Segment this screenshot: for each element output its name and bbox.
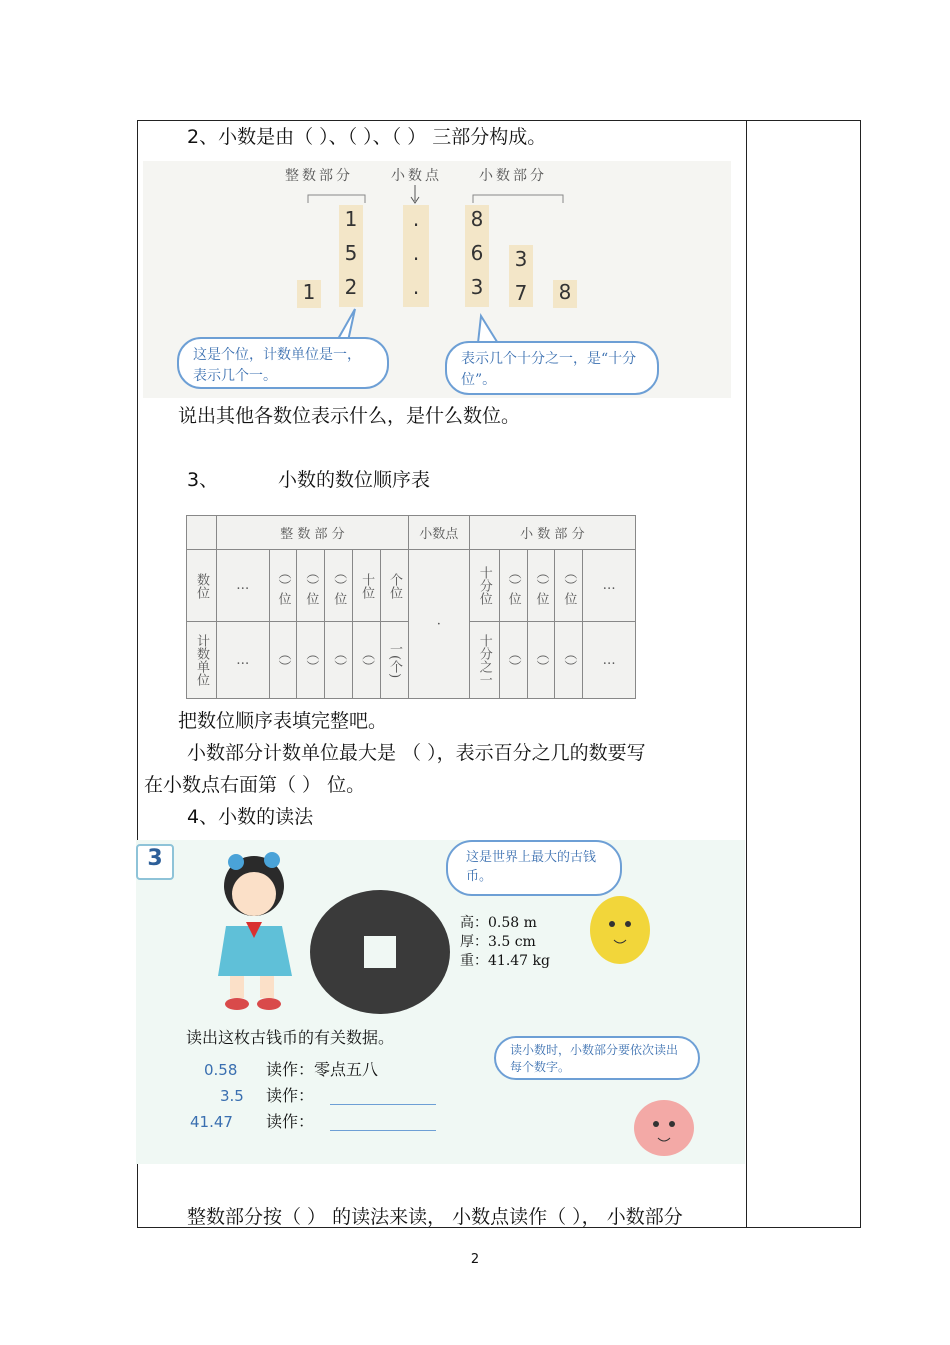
s2-title: 2、小数是由（ ）、（ ）、（ ） 三部分构成。 [187, 126, 547, 148]
coin-thickness: 厚：3.5 cm [460, 934, 536, 950]
header-point: 小数点 [408, 516, 469, 550]
s4-bottom: 整数部分按（ ） 的读法来读， 小数点读作（ ）， 小数部分 [187, 1206, 683, 1228]
column-divider [746, 120, 747, 1228]
dot: . [412, 207, 420, 231]
cell-blank[interactable]: （） [325, 622, 353, 699]
cap-point: 小数点 [391, 168, 442, 184]
cell-one: 一(个) [381, 622, 409, 699]
mascot-yellow [578, 884, 664, 974]
cell-tenth-unit: 十分之一 [469, 622, 499, 699]
row-label-position: 数位 [187, 550, 217, 622]
coin-icon [308, 888, 456, 1018]
cap-dec: 小数部分 [479, 168, 547, 184]
s3-num: 3、 [187, 469, 219, 491]
cell-blank-pos[interactable]: （）位 [297, 550, 325, 622]
cell-blank[interactable]: （） [555, 622, 583, 699]
cell-ellipsis: … [216, 622, 269, 699]
cell-tenths: 十分位 [469, 550, 499, 622]
cell-blank-pos[interactable]: （）位 [325, 550, 353, 622]
thousandths-cell: 8 [553, 280, 577, 308]
digit: 3 [470, 275, 484, 299]
cell-ellipsis: … [583, 550, 636, 622]
cell-blank[interactable]: （） [527, 622, 555, 699]
cell-dot: · [408, 550, 469, 699]
answer-line[interactable] [330, 1104, 436, 1105]
cell-blank[interactable]: （） [499, 622, 527, 699]
s2-question: 说出其他各数位表示什么，是什么数位。 [178, 405, 521, 427]
r2-number: 3.5 [220, 1087, 244, 1105]
coin-weight: 重：41.47 kg [460, 953, 550, 969]
cell-blank-pos[interactable]: （）位 [499, 550, 527, 622]
cell-blank-pos[interactable]: （）位 [555, 550, 583, 622]
place-value-table [186, 515, 636, 699]
s4-title: 4、小数的读法 [187, 806, 314, 828]
cell-tens: 十位 [353, 550, 381, 622]
example-badge: 3 [136, 844, 174, 880]
digit: 8 [470, 207, 484, 231]
cell-blank[interactable]: （） [353, 622, 381, 699]
r1-number: 0.58 [204, 1061, 238, 1079]
r3-reading: 读作： [266, 1112, 315, 1131]
decimal-parts-figure [143, 161, 731, 398]
dot: . [412, 275, 420, 299]
mascot-pink [622, 1090, 718, 1164]
digit: 5 [344, 241, 358, 265]
cell-blank[interactable]: （） [269, 622, 297, 699]
s3-q1: 小数部分计数单位最大是 （ ），表示百分之几的数要写 [187, 742, 646, 764]
digit: 7 [514, 281, 528, 305]
row-label-unit: 计数单位 [187, 622, 217, 699]
read-instruction: 读出这枚古钱币的有关数据。 [186, 1028, 395, 1047]
coin-height: 高：0.58 m [460, 915, 537, 931]
header-int: 整 数 部 分 [216, 516, 408, 550]
r2-reading: 读作： [266, 1086, 315, 1105]
cell-ellipsis: … [216, 550, 269, 622]
coin-figure [136, 840, 745, 1164]
girl-illustration [196, 846, 326, 1016]
s3-fill: 把数位顺序表填完整吧。 [178, 710, 388, 732]
bubble-coin: 这是世界上最大的古钱币。 [446, 840, 622, 896]
answer-line[interactable] [330, 1130, 436, 1131]
r1-reading: 读作：零点五八 [266, 1060, 379, 1079]
digit: 2 [344, 275, 358, 299]
s3-q2: 在小数点右面第（ ） 位。 [144, 774, 366, 796]
header-dec: 小 数 部 分 [469, 516, 635, 550]
cell-ellipsis: … [583, 622, 636, 699]
corner-cell [187, 516, 217, 550]
cell-blank[interactable]: （） [297, 622, 325, 699]
bubble-reading-tip: 读小数时，小数部分要依次读出每个数字。 [494, 1036, 700, 1080]
s3-title: 小数的数位顺序表 [278, 469, 431, 491]
digit: 6 [470, 241, 484, 265]
digit: 3 [514, 247, 528, 271]
bubble-tenths: 表示几个十分之一，是“十分位”。 [445, 341, 659, 395]
cap-int: 整数部分 [285, 168, 353, 184]
cell-ones: 个位 [381, 550, 409, 622]
r3-number: 41.47 [190, 1113, 233, 1131]
dot: . [412, 241, 420, 265]
cell-blank-pos[interactable]: （）位 [269, 550, 297, 622]
page-number: 2 [470, 1252, 480, 1267]
tens-cell: 1 [297, 280, 321, 308]
bubble-ones: 这是个位，计数单位是一，表示几个一。 [177, 337, 389, 389]
digit: 1 [344, 207, 358, 231]
cell-blank-pos[interactable]: （）位 [527, 550, 555, 622]
